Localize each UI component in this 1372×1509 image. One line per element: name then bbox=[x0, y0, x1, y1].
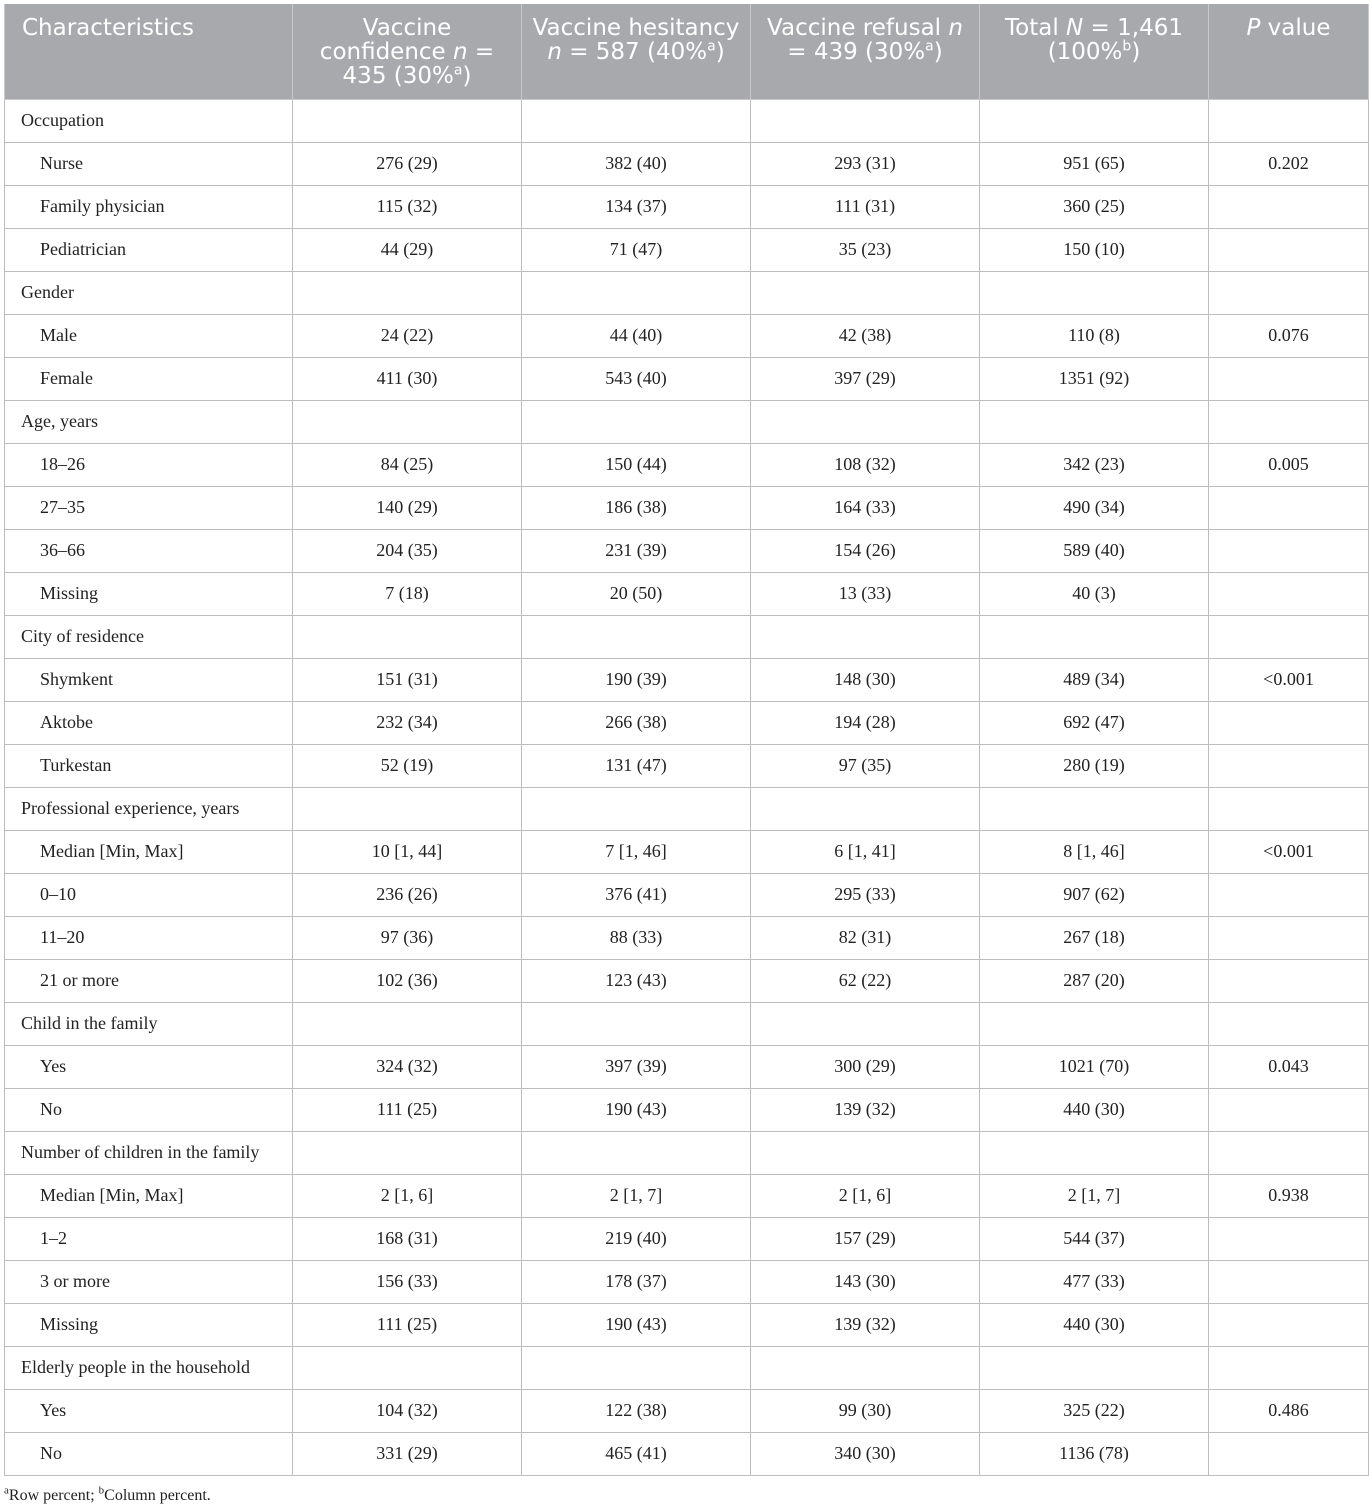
cell-refusal: 194 (28) bbox=[751, 701, 980, 744]
cell-refusal: 157 (29) bbox=[751, 1217, 980, 1260]
cell-hesitancy bbox=[522, 615, 751, 658]
cell-hesitancy: 186 (38) bbox=[522, 486, 751, 529]
row-label: Missing bbox=[5, 1303, 293, 1346]
cell-hesitancy: 2 [1, 7] bbox=[522, 1174, 751, 1217]
header-total-count: = 1,461 (100% bbox=[1047, 15, 1183, 65]
row-label: 18–26 bbox=[5, 443, 293, 486]
cell-refusal: 42 (38) bbox=[751, 314, 980, 357]
table-row bbox=[5, 830, 1369, 873]
cell-confidence: 44 (29) bbox=[293, 228, 522, 271]
cell-total: 110 (8) bbox=[980, 314, 1209, 357]
table-row bbox=[5, 228, 1369, 271]
category-row bbox=[5, 400, 1369, 443]
cell-confidence: 204 (35) bbox=[293, 529, 522, 572]
category-label: Child in the family bbox=[5, 1002, 293, 1045]
cell-hesitancy bbox=[522, 787, 751, 830]
category-label: Number of children in the family bbox=[5, 1131, 293, 1174]
cell-p bbox=[1209, 744, 1369, 787]
table-row bbox=[5, 701, 1369, 744]
cell-total: 951 (65) bbox=[980, 142, 1209, 185]
cell-confidence bbox=[293, 1002, 522, 1045]
row-label: Female bbox=[5, 357, 293, 400]
table-row bbox=[5, 916, 1369, 959]
cell-hesitancy: 88 (33) bbox=[522, 916, 751, 959]
category-row bbox=[5, 787, 1369, 830]
table-row bbox=[5, 314, 1369, 357]
cell-hesitancy: 190 (43) bbox=[522, 1088, 751, 1131]
cell-total: 8 [1, 46] bbox=[980, 830, 1209, 873]
cell-confidence bbox=[293, 1131, 522, 1174]
row-label: Missing bbox=[5, 572, 293, 615]
cell-hesitancy: 20 (50) bbox=[522, 572, 751, 615]
footnote-row-percent: Row percent; bbox=[8, 1487, 99, 1504]
cell-confidence: 232 (34) bbox=[293, 701, 522, 744]
table-body bbox=[5, 99, 1369, 1475]
header-hesitancy-sup: a bbox=[707, 38, 716, 55]
row-label: Nurse bbox=[5, 142, 293, 185]
cell-hesitancy: 150 (44) bbox=[522, 443, 751, 486]
cell-p bbox=[1209, 959, 1369, 1002]
header-total-close: ) bbox=[1131, 39, 1141, 65]
cell-refusal: 13 (33) bbox=[751, 572, 980, 615]
header-vaccine-refusal bbox=[751, 4, 980, 99]
header-characteristics bbox=[5, 4, 293, 99]
cell-hesitancy: 376 (41) bbox=[522, 873, 751, 916]
cell-confidence bbox=[293, 615, 522, 658]
footnote bbox=[4, 1484, 211, 1505]
cell-hesitancy: 219 (40) bbox=[522, 1217, 751, 1260]
cell-total: 489 (34) bbox=[980, 658, 1209, 701]
cell-total bbox=[980, 400, 1209, 443]
header-refusal-text: Vaccine refusal bbox=[767, 15, 949, 41]
cell-p bbox=[1209, 787, 1369, 830]
cell-total bbox=[980, 271, 1209, 314]
cell-refusal: 293 (31) bbox=[751, 142, 980, 185]
cell-total bbox=[980, 99, 1209, 142]
table-row bbox=[5, 1303, 1369, 1346]
cell-hesitancy bbox=[522, 400, 751, 443]
cell-confidence: 156 (33) bbox=[293, 1260, 522, 1303]
row-label: No bbox=[5, 1432, 293, 1475]
cell-hesitancy bbox=[522, 1131, 751, 1174]
cell-confidence bbox=[293, 1346, 522, 1389]
cell-confidence bbox=[293, 400, 522, 443]
table-row bbox=[5, 486, 1369, 529]
cell-refusal: 35 (23) bbox=[751, 228, 980, 271]
cell-total: 907 (62) bbox=[980, 873, 1209, 916]
cell-p bbox=[1209, 701, 1369, 744]
cell-p bbox=[1209, 357, 1369, 400]
category-label: City of residence bbox=[5, 615, 293, 658]
cell-total: 544 (37) bbox=[980, 1217, 1209, 1260]
row-label: 1–2 bbox=[5, 1217, 293, 1260]
cell-confidence: 115 (32) bbox=[293, 185, 522, 228]
row-label: Yes bbox=[5, 1389, 293, 1432]
row-label: 21 or more bbox=[5, 959, 293, 1002]
cell-total bbox=[980, 1131, 1209, 1174]
cell-hesitancy bbox=[522, 99, 751, 142]
table-row bbox=[5, 1260, 1369, 1303]
cell-hesitancy: 543 (40) bbox=[522, 357, 751, 400]
row-label: Family physician bbox=[5, 185, 293, 228]
table-row bbox=[5, 1088, 1369, 1131]
cell-hesitancy: 190 (39) bbox=[522, 658, 751, 701]
row-label: Shymkent bbox=[5, 658, 293, 701]
cell-total: 440 (30) bbox=[980, 1303, 1209, 1346]
cell-total: 490 (34) bbox=[980, 486, 1209, 529]
cell-confidence bbox=[293, 271, 522, 314]
table-row bbox=[5, 185, 1369, 228]
header-p-value bbox=[1209, 4, 1369, 99]
category-row bbox=[5, 1131, 1369, 1174]
cell-p bbox=[1209, 615, 1369, 658]
header-confidence-text: Vaccine confidence bbox=[319, 15, 454, 65]
cell-hesitancy: 131 (47) bbox=[522, 744, 751, 787]
cell-confidence bbox=[293, 787, 522, 830]
cell-total bbox=[980, 787, 1209, 830]
cell-confidence: 102 (36) bbox=[293, 959, 522, 1002]
table-row bbox=[5, 1432, 1369, 1475]
cell-total: 150 (10) bbox=[980, 228, 1209, 271]
footnote-sup-a: a bbox=[4, 1484, 9, 1497]
table-row bbox=[5, 959, 1369, 1002]
header-hesitancy-close: ) bbox=[715, 39, 725, 65]
row-label: Turkestan bbox=[5, 744, 293, 787]
table-row bbox=[5, 744, 1369, 787]
header-p-letter: P bbox=[1246, 15, 1261, 41]
cell-p bbox=[1209, 572, 1369, 615]
cell-total: 1351 (92) bbox=[980, 357, 1209, 400]
cell-refusal: 397 (29) bbox=[751, 357, 980, 400]
header-total-text: Total bbox=[1005, 15, 1067, 41]
header-confidence-close: ) bbox=[462, 63, 472, 89]
cell-p bbox=[1209, 271, 1369, 314]
cell-total: 1021 (70) bbox=[980, 1045, 1209, 1088]
row-label: Median [Min, Max] bbox=[5, 830, 293, 873]
cell-p bbox=[1209, 1002, 1369, 1045]
cell-confidence: 84 (25) bbox=[293, 443, 522, 486]
cell-hesitancy: 397 (39) bbox=[522, 1045, 751, 1088]
category-label: Gender bbox=[5, 271, 293, 314]
cell-total: 477 (33) bbox=[980, 1260, 1209, 1303]
cell-hesitancy: 382 (40) bbox=[522, 142, 751, 185]
cell-hesitancy: 71 (47) bbox=[522, 228, 751, 271]
cell-confidence: 7 (18) bbox=[293, 572, 522, 615]
cell-p: 0.043 bbox=[1209, 1045, 1369, 1088]
row-label: 3 or more bbox=[5, 1260, 293, 1303]
cell-total: 360 (25) bbox=[980, 185, 1209, 228]
table-row bbox=[5, 1045, 1369, 1088]
header-characteristics-label: Characteristics bbox=[22, 15, 194, 41]
table-row bbox=[5, 658, 1369, 701]
table-row bbox=[5, 873, 1369, 916]
header-vaccine-confidence bbox=[293, 4, 522, 99]
cell-total: 692 (47) bbox=[980, 701, 1209, 744]
header-confidence-sup: a bbox=[453, 62, 463, 79]
cell-confidence: 24 (22) bbox=[293, 314, 522, 357]
cell-confidence: 331 (29) bbox=[293, 1432, 522, 1475]
table-container bbox=[4, 4, 1368, 1476]
cell-confidence: 168 (31) bbox=[293, 1217, 522, 1260]
cell-p: 0.202 bbox=[1209, 142, 1369, 185]
cell-p bbox=[1209, 400, 1369, 443]
table-row bbox=[5, 443, 1369, 486]
cell-p bbox=[1209, 185, 1369, 228]
table-row bbox=[5, 357, 1369, 400]
header-refusal-close: ) bbox=[933, 39, 943, 65]
header-hesitancy-count: = 587 (40% bbox=[561, 39, 708, 65]
cell-confidence bbox=[293, 99, 522, 142]
cell-hesitancy: 231 (39) bbox=[522, 529, 751, 572]
cell-total: 280 (19) bbox=[980, 744, 1209, 787]
header-total bbox=[980, 4, 1209, 99]
table-row bbox=[5, 572, 1369, 615]
cell-confidence: 111 (25) bbox=[293, 1303, 522, 1346]
row-label: Aktobe bbox=[5, 701, 293, 744]
cell-total: 2 [1, 7] bbox=[980, 1174, 1209, 1217]
cell-hesitancy: 122 (38) bbox=[522, 1389, 751, 1432]
cell-p bbox=[1209, 228, 1369, 271]
cell-p bbox=[1209, 1303, 1369, 1346]
cell-p: <0.001 bbox=[1209, 658, 1369, 701]
cell-p bbox=[1209, 916, 1369, 959]
cell-p: 0.938 bbox=[1209, 1174, 1369, 1217]
cell-total: 342 (23) bbox=[980, 443, 1209, 486]
cell-confidence: 411 (30) bbox=[293, 357, 522, 400]
cell-total bbox=[980, 1002, 1209, 1045]
cell-total: 287 (20) bbox=[980, 959, 1209, 1002]
characteristics-table bbox=[4, 4, 1369, 1476]
header-hesitancy-n: n bbox=[547, 39, 562, 65]
cell-total: 267 (18) bbox=[980, 916, 1209, 959]
cell-p: 0.005 bbox=[1209, 443, 1369, 486]
cell-refusal: 97 (35) bbox=[751, 744, 980, 787]
row-label: 0–10 bbox=[5, 873, 293, 916]
cell-refusal bbox=[751, 1346, 980, 1389]
cell-total: 1136 (78) bbox=[980, 1432, 1209, 1475]
row-label: 27–35 bbox=[5, 486, 293, 529]
cell-total: 589 (40) bbox=[980, 529, 1209, 572]
cell-confidence: 2 [1, 6] bbox=[293, 1174, 522, 1217]
cell-total bbox=[980, 615, 1209, 658]
cell-hesitancy: 123 (43) bbox=[522, 959, 751, 1002]
cell-p: 0.486 bbox=[1209, 1389, 1369, 1432]
cell-refusal bbox=[751, 1131, 980, 1174]
table-row bbox=[5, 529, 1369, 572]
cell-p bbox=[1209, 1260, 1369, 1303]
cell-refusal: 164 (33) bbox=[751, 486, 980, 529]
cell-confidence: 52 (19) bbox=[293, 744, 522, 787]
cell-hesitancy bbox=[522, 1002, 751, 1045]
header-p-rest: value bbox=[1260, 15, 1331, 41]
cell-total: 40 (3) bbox=[980, 572, 1209, 615]
cell-total bbox=[980, 1346, 1209, 1389]
table-row bbox=[5, 1217, 1369, 1260]
row-label: Median [Min, Max] bbox=[5, 1174, 293, 1217]
category-label: Age, years bbox=[5, 400, 293, 443]
header-confidence-n: n bbox=[453, 39, 468, 65]
header-refusal-sup: a bbox=[925, 38, 934, 55]
header-refusal-n: n bbox=[948, 15, 963, 41]
cell-refusal: 99 (30) bbox=[751, 1389, 980, 1432]
cell-refusal bbox=[751, 99, 980, 142]
category-row bbox=[5, 271, 1369, 314]
cell-hesitancy: 7 [1, 46] bbox=[522, 830, 751, 873]
footnote-sup-b: b bbox=[98, 1484, 105, 1497]
header-hesitancy-text: Vaccine hesitancy bbox=[532, 15, 740, 41]
cell-refusal: 148 (30) bbox=[751, 658, 980, 701]
header-vaccine-hesitancy bbox=[522, 4, 751, 99]
cell-confidence: 236 (26) bbox=[293, 873, 522, 916]
cell-refusal: 300 (29) bbox=[751, 1045, 980, 1088]
cell-refusal: 111 (31) bbox=[751, 185, 980, 228]
header-total-sup: b bbox=[1122, 38, 1132, 55]
cell-hesitancy bbox=[522, 1346, 751, 1389]
cell-p bbox=[1209, 1432, 1369, 1475]
cell-refusal: 108 (32) bbox=[751, 443, 980, 486]
cell-hesitancy: 44 (40) bbox=[522, 314, 751, 357]
category-row bbox=[5, 99, 1369, 142]
header-confidence-count: = 435 (30% bbox=[342, 39, 495, 89]
cell-confidence: 140 (29) bbox=[293, 486, 522, 529]
row-label: Yes bbox=[5, 1045, 293, 1088]
cell-refusal bbox=[751, 271, 980, 314]
cell-p: <0.001 bbox=[1209, 830, 1369, 873]
cell-refusal: 82 (31) bbox=[751, 916, 980, 959]
cell-refusal: 143 (30) bbox=[751, 1260, 980, 1303]
table-row bbox=[5, 1389, 1369, 1432]
cell-refusal: 2 [1, 6] bbox=[751, 1174, 980, 1217]
cell-p bbox=[1209, 486, 1369, 529]
cell-refusal: 154 (26) bbox=[751, 529, 980, 572]
header-row bbox=[5, 4, 1369, 99]
cell-refusal: 295 (33) bbox=[751, 873, 980, 916]
cell-confidence: 104 (32) bbox=[293, 1389, 522, 1432]
cell-confidence: 151 (31) bbox=[293, 658, 522, 701]
category-label: Professional experience, years bbox=[5, 787, 293, 830]
row-label: Pediatrician bbox=[5, 228, 293, 271]
cell-p bbox=[1209, 1217, 1369, 1260]
cell-p bbox=[1209, 1346, 1369, 1389]
category-row bbox=[5, 1002, 1369, 1045]
category-row bbox=[5, 1346, 1369, 1389]
cell-refusal: 340 (30) bbox=[751, 1432, 980, 1475]
cell-confidence: 10 [1, 44] bbox=[293, 830, 522, 873]
cell-hesitancy: 266 (38) bbox=[522, 701, 751, 744]
row-label: No bbox=[5, 1088, 293, 1131]
table-row bbox=[5, 1174, 1369, 1217]
header-refusal-count: = 439 (30% bbox=[787, 39, 926, 65]
cell-confidence: 111 (25) bbox=[293, 1088, 522, 1131]
cell-hesitancy: 134 (37) bbox=[522, 185, 751, 228]
cell-hesitancy bbox=[522, 271, 751, 314]
cell-confidence: 97 (36) bbox=[293, 916, 522, 959]
header-total-n: N bbox=[1066, 15, 1084, 41]
row-label: 36–66 bbox=[5, 529, 293, 572]
cell-p bbox=[1209, 529, 1369, 572]
cell-refusal: 6 [1, 41] bbox=[751, 830, 980, 873]
footnote-column-percent: Column percent. bbox=[104, 1487, 211, 1504]
cell-refusal bbox=[751, 615, 980, 658]
row-label: Male bbox=[5, 314, 293, 357]
table-row bbox=[5, 142, 1369, 185]
cell-confidence: 324 (32) bbox=[293, 1045, 522, 1088]
cell-hesitancy: 190 (43) bbox=[522, 1303, 751, 1346]
cell-hesitancy: 178 (37) bbox=[522, 1260, 751, 1303]
category-label: Occupation bbox=[5, 99, 293, 142]
cell-total: 325 (22) bbox=[980, 1389, 1209, 1432]
cell-refusal: 62 (22) bbox=[751, 959, 980, 1002]
cell-p bbox=[1209, 1088, 1369, 1131]
cell-refusal bbox=[751, 1002, 980, 1045]
cell-p bbox=[1209, 873, 1369, 916]
cell-refusal: 139 (32) bbox=[751, 1088, 980, 1131]
category-label: Elderly people in the household bbox=[5, 1346, 293, 1389]
cell-total: 440 (30) bbox=[980, 1088, 1209, 1131]
cell-p bbox=[1209, 99, 1369, 142]
cell-refusal: 139 (32) bbox=[751, 1303, 980, 1346]
cell-p bbox=[1209, 1131, 1369, 1174]
row-label: 11–20 bbox=[5, 916, 293, 959]
cell-confidence: 276 (29) bbox=[293, 142, 522, 185]
cell-refusal bbox=[751, 400, 980, 443]
category-row bbox=[5, 615, 1369, 658]
cell-refusal bbox=[751, 787, 980, 830]
cell-hesitancy: 465 (41) bbox=[522, 1432, 751, 1475]
cell-p: 0.076 bbox=[1209, 314, 1369, 357]
